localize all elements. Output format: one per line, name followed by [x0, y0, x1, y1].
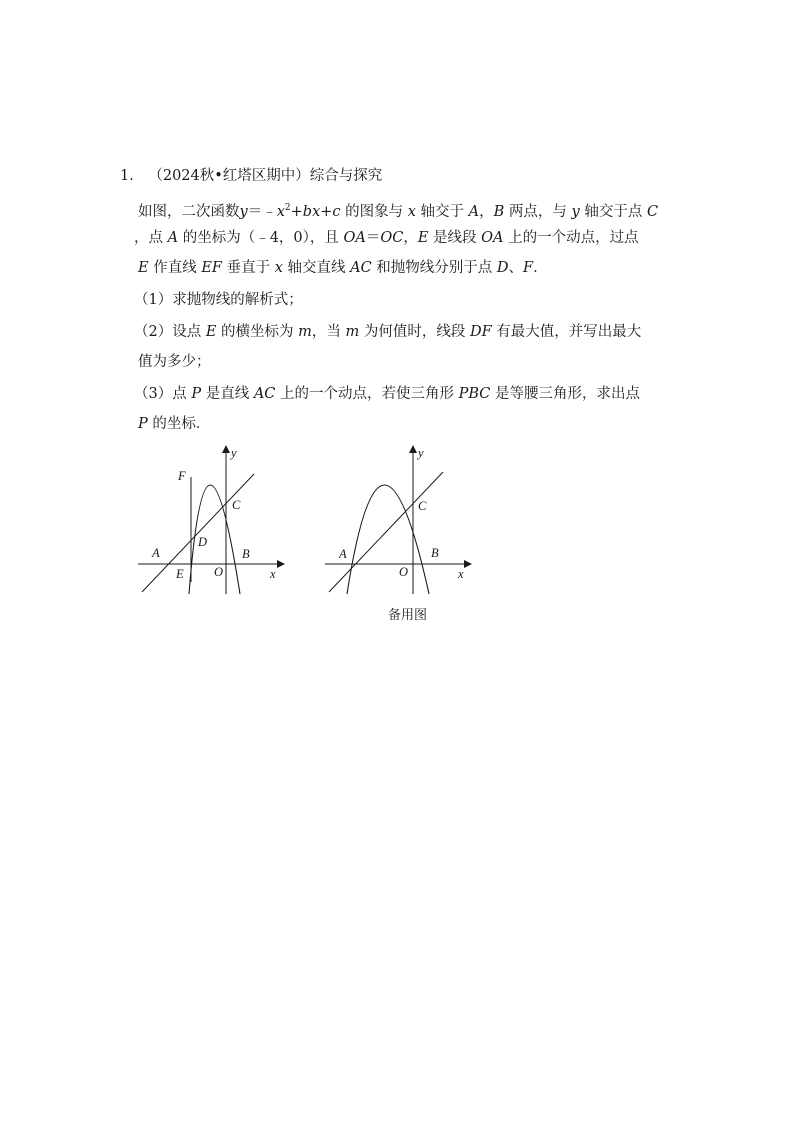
label-b: B	[431, 546, 439, 560]
label-d: D	[198, 535, 208, 549]
problem-source: （2024秋•红塔区期中）综合与探究	[148, 168, 383, 184]
question-3-continued	[138, 414, 210, 434]
stem-text: 两点，与	[504, 203, 572, 220]
math-var: OA	[343, 230, 366, 246]
figure-main	[134, 442, 294, 606]
label-c: C	[418, 499, 427, 513]
q-text: 值为多少；	[138, 354, 211, 370]
stem-text: 轴交于	[415, 203, 469, 220]
math-var: A	[167, 230, 179, 246]
stem-line-3	[138, 258, 548, 278]
problem-header	[120, 166, 382, 186]
stem-text: 垂直于	[221, 260, 275, 276]
math-var: F	[523, 260, 534, 276]
label-a: A	[152, 546, 160, 560]
math-var: E	[138, 260, 149, 276]
q-text: （3）点	[134, 386, 192, 402]
line-ac	[329, 472, 443, 592]
label-o: O	[214, 565, 224, 579]
label-x: x	[458, 567, 464, 581]
math-op: +	[320, 203, 333, 220]
problem-number: 1．	[120, 168, 144, 184]
math-var: OC	[380, 230, 404, 246]
math-var: m	[345, 324, 360, 340]
q-text: 是直线	[201, 386, 254, 402]
question-3	[134, 384, 640, 404]
math-var: PBC	[458, 386, 491, 402]
math-var: x	[407, 203, 416, 220]
stem-text: 是线段	[428, 230, 482, 246]
question-1	[134, 290, 303, 310]
stem-text: 的图象与	[340, 203, 408, 220]
math-var: C	[646, 203, 659, 220]
parabola	[347, 485, 429, 594]
stem-text: 和抛物线分别于点	[371, 260, 497, 276]
math-var: y	[571, 203, 580, 220]
q-text: 有最大值，并写出最大	[491, 324, 642, 340]
math-var: m	[298, 324, 312, 340]
stem-text: ，	[403, 230, 418, 246]
math-var: AC	[350, 260, 372, 276]
q-text: 的坐标．	[147, 416, 211, 432]
q-text: ，当	[311, 324, 346, 340]
math-var: E	[205, 324, 217, 340]
math-var: OA	[481, 230, 504, 246]
label-x: x	[270, 567, 276, 581]
question-2-continued	[138, 352, 211, 372]
math-exponent: 2	[284, 203, 291, 213]
math-var: bx	[302, 203, 321, 220]
label-e: E	[176, 567, 184, 581]
label-y: y	[418, 446, 424, 460]
math-var: y	[239, 203, 248, 220]
math-var: P	[191, 386, 202, 402]
math-var: AC	[253, 386, 276, 402]
label-b: B	[242, 547, 250, 561]
stem-line-2	[134, 228, 639, 248]
math-var: A	[468, 203, 480, 220]
math-var: x	[274, 260, 283, 276]
stem-text: 上的一个动点，过点	[503, 230, 639, 246]
figure-spare	[321, 442, 481, 606]
math-op: +	[290, 203, 303, 220]
math-var: DF	[469, 324, 492, 340]
q-text: 上的一个动点，若使三角形	[275, 386, 459, 402]
q-text: 是等腰三角形，求出点	[490, 386, 641, 402]
math-var: B	[493, 203, 505, 220]
stem-text: ，点	[134, 230, 168, 246]
math-op: ＝	[365, 230, 381, 246]
label-c: C	[232, 498, 241, 512]
math-op: ＝﹣	[247, 203, 277, 220]
stem-text: ，	[479, 203, 494, 220]
figure-spare-svg	[321, 442, 481, 602]
question-1-text: （1）求抛物线的解析式；	[134, 292, 303, 308]
stem-text: ．	[533, 260, 548, 276]
stem-text: 作直线	[148, 260, 202, 276]
stem-text: 、	[508, 260, 524, 276]
q-text: （2）设点	[134, 324, 206, 340]
figure-main-svg	[134, 442, 294, 602]
math-var: c	[332, 203, 341, 220]
stem-text: 如图，二次函数	[138, 203, 240, 220]
math-var: E	[417, 230, 429, 246]
math-var: P	[138, 416, 148, 432]
stem-line-1	[138, 198, 658, 222]
stem-text: 的坐标为（﹣4，0），且	[178, 230, 344, 246]
math-var: x	[276, 203, 285, 220]
figure-caption: 备用图	[388, 608, 428, 623]
label-y: y	[231, 446, 237, 460]
math-var: EF	[201, 260, 222, 276]
stem-text: 轴交于点	[579, 203, 647, 220]
stem-text: 轴交直线	[282, 260, 351, 276]
label-o: O	[399, 565, 409, 579]
q-text: 为何值时，线段	[359, 324, 470, 340]
label-f: F	[178, 469, 186, 483]
question-2	[134, 322, 641, 342]
label-a: A	[339, 547, 347, 561]
q-text: 的横坐标为	[216, 324, 299, 340]
math-var: D	[496, 260, 509, 276]
